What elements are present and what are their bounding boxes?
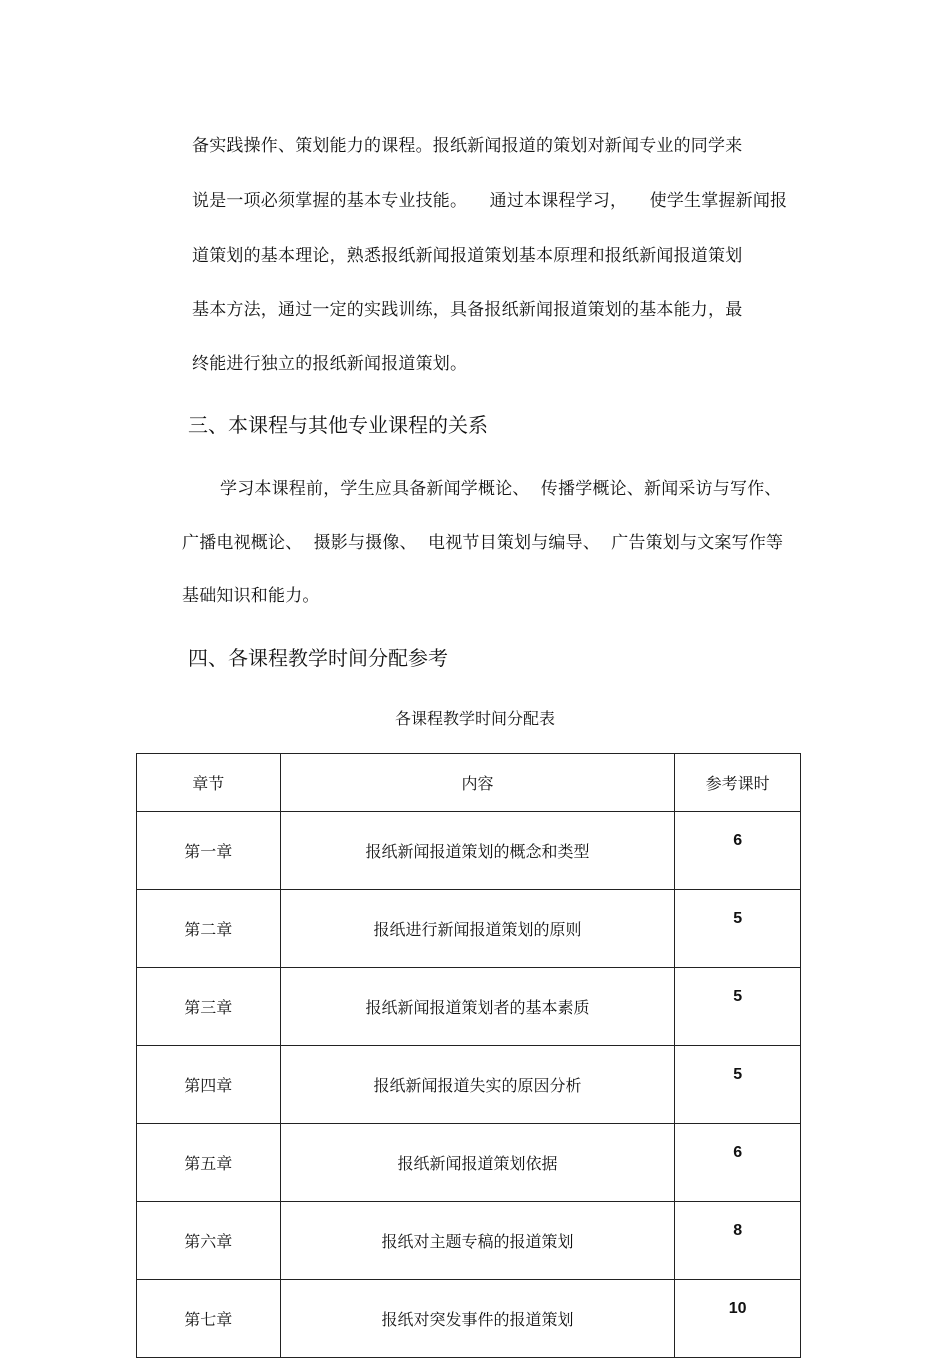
paragraph-line: 学习本课程前，学生应具备新闻学概论、 传播学概论、新闻采访与写作、 [220, 479, 782, 499]
hours-cell: 5 [675, 890, 801, 968]
chapter-cell: 第六章 [137, 1202, 281, 1280]
content-cell: 报纸对突发事件的报道策划 [280, 1280, 675, 1358]
chapter-cell: 第五章 [137, 1124, 281, 1202]
header-content: 内容 [280, 754, 675, 812]
paragraph-line: 基础知识和能力。 [182, 586, 320, 606]
hours-cell: 5 [675, 1046, 801, 1124]
hours-cell: 6 [675, 1124, 801, 1202]
header-hours: 参考课时 [675, 754, 801, 812]
header-chapter: 章节 [137, 754, 281, 812]
chapter-cell: 第二章 [137, 890, 281, 968]
paragraph-line: 说是一项必须掌握的基本专业技能。 通过本课程学习， 使学生掌握新闻报 [192, 191, 788, 211]
paragraph-line: 广播电视概论、 摄影与摄像、 电视节目策划与编导、 广告策划与文案写作等 [182, 533, 784, 553]
hours-cell: 10 [675, 1280, 801, 1358]
paragraph-line: 终能进行独立的报纸新闻报道策划。 [192, 354, 468, 374]
hours-cell: 6 [675, 812, 801, 890]
content-cell: 报纸新闻报道策划依据 [280, 1124, 675, 1202]
chapter-cell: 第七章 [137, 1280, 281, 1358]
paragraph-line: 备实践操作、策划能力的课程。报纸新闻报道的策划对新闻专业的同学来 [192, 136, 743, 156]
table-row [137, 812, 801, 890]
chapter-cell: 第一章 [137, 812, 281, 890]
hours-cell: 8 [675, 1202, 801, 1280]
section-heading-4: 四、各课程教学时间分配参考 [188, 646, 448, 670]
section-heading-3: 三、本课程与其他专业课程的关系 [188, 413, 488, 437]
table-row [137, 1202, 801, 1280]
table-header-row [137, 754, 801, 812]
content-cell: 报纸对主题专稿的报道策划 [280, 1202, 675, 1280]
content-cell: 报纸新闻报道策划的概念和类型 [280, 812, 675, 890]
content-cell: 报纸新闻报道失实的原因分析 [280, 1046, 675, 1124]
hours-cell: 5 [675, 968, 801, 1046]
content-cell: 报纸进行新闻报道策划的原则 [280, 890, 675, 968]
table-caption: 各课程教学时间分配表 [394, 709, 555, 728]
schedule-table [136, 753, 801, 1358]
table-row [137, 968, 801, 1046]
paragraph-line: 道策划的基本理论，熟悉报纸新闻报道策划基本原理和报纸新闻报道策划 [192, 246, 743, 266]
table-row [137, 1124, 801, 1202]
content-cell: 报纸新闻报道策划者的基本素质 [280, 968, 675, 1046]
table-row [137, 1046, 801, 1124]
table-row [137, 890, 801, 968]
paragraph-line: 基本方法，通过一定的实践训练，具备报纸新闻报道策划的基本能力，最 [192, 300, 743, 320]
chapter-cell: 第三章 [137, 968, 281, 1046]
chapter-cell: 第四章 [137, 1046, 281, 1124]
table-row [137, 1280, 801, 1358]
